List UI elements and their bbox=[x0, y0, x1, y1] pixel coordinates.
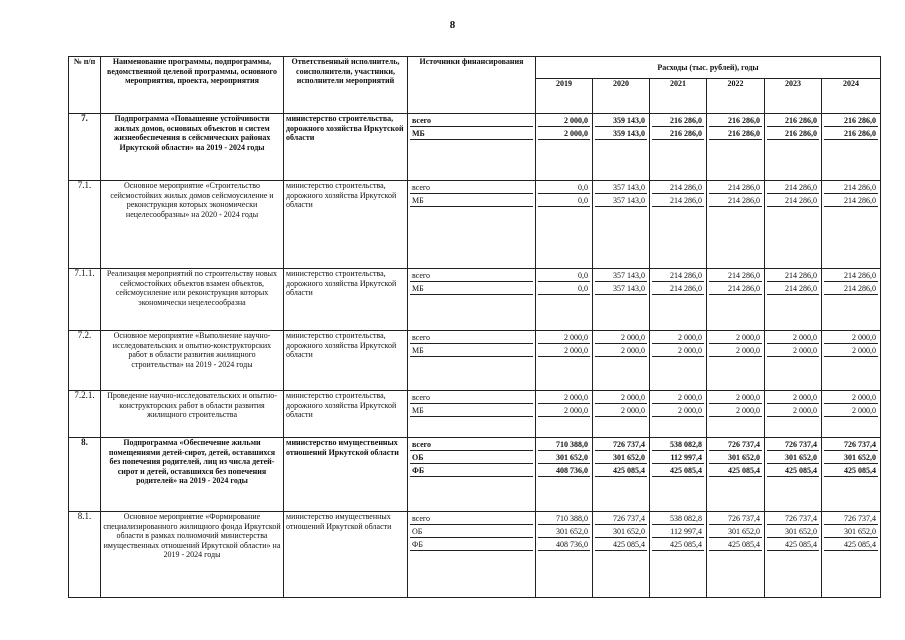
year-values bbox=[536, 114, 593, 181]
source-label: МБ bbox=[410, 127, 533, 140]
year-values bbox=[765, 269, 822, 331]
header-year: 2019 bbox=[536, 79, 593, 114]
budget-table bbox=[68, 56, 881, 598]
value-cell: 359 143,0 bbox=[595, 114, 647, 127]
year-values bbox=[593, 114, 650, 181]
year-values bbox=[650, 331, 707, 391]
table-row bbox=[69, 114, 881, 181]
source-label: всего bbox=[410, 512, 533, 525]
value-cell: 214 286,0 bbox=[652, 269, 704, 282]
value-cell: 214 286,0 bbox=[767, 282, 819, 295]
value-cell: 301 652,0 bbox=[709, 451, 762, 464]
source-label: всего bbox=[410, 331, 533, 344]
value-cell: 2 000,0 bbox=[767, 391, 819, 404]
table-row bbox=[69, 269, 881, 331]
source-label: ОБ bbox=[410, 451, 533, 464]
year-values bbox=[536, 512, 593, 598]
value-cell: 216 286,0 bbox=[652, 114, 704, 127]
year-values bbox=[822, 331, 881, 391]
value-cell: 2 000,0 bbox=[652, 331, 704, 344]
value-cell: 2 000,0 bbox=[652, 391, 704, 404]
header-year: 2023 bbox=[765, 79, 822, 114]
header-year: 2024 bbox=[822, 79, 881, 114]
row-number: 7.1.1. bbox=[69, 269, 101, 331]
year-values bbox=[650, 114, 707, 181]
year-values bbox=[765, 512, 822, 598]
year-values bbox=[536, 331, 593, 391]
page-number: 8 bbox=[449, 19, 456, 31]
row-name: Подпрограмма «Повышение устойчивости жилых домов, основных объектов и систем жизнеобеспечения в сейсмических районах Иркутской области» на 2019 - 2024 годы bbox=[101, 114, 284, 181]
year-values bbox=[707, 438, 765, 512]
value-cell: 425 085,4 bbox=[595, 538, 647, 551]
row-name: Реализация мероприятий по строительству новых сейсмостойких объектов взамен объектов, сейсмоусиление или реконструкция которых экономически нецелесообразна bbox=[101, 269, 284, 331]
year-values bbox=[822, 114, 881, 181]
value-cell: 357 143,0 bbox=[595, 282, 647, 295]
value-cell: 2 000,0 bbox=[595, 391, 647, 404]
value-cell: 2 000,0 bbox=[767, 331, 819, 344]
source-label: всего bbox=[410, 114, 533, 127]
value-cell: 2 000,0 bbox=[824, 391, 878, 404]
header-year: 2022 bbox=[707, 79, 765, 114]
value-cell: 726 737,4 bbox=[595, 438, 647, 451]
value-cell: 408 736,0 bbox=[538, 538, 590, 551]
value-cell: 214 286,0 bbox=[824, 269, 878, 282]
value-cell: 726 737,4 bbox=[824, 438, 878, 451]
row-sources bbox=[408, 331, 536, 391]
value-cell: 2 000,0 bbox=[824, 331, 878, 344]
value-cell: 726 737,4 bbox=[824, 512, 878, 525]
value-cell: 112 997,4 bbox=[652, 525, 704, 538]
year-values bbox=[765, 438, 822, 512]
value-cell: 726 737,4 bbox=[767, 512, 819, 525]
header-executor: Ответственный исполнитель, соисполнители, участники, исполнители мероприятий bbox=[284, 57, 408, 114]
value-cell: 0,0 bbox=[538, 194, 590, 207]
row-executor: министерство строительства, дорожного хозяйства Иркутской области bbox=[284, 331, 408, 391]
value-cell: 726 737,4 bbox=[709, 438, 762, 451]
row-sources bbox=[408, 181, 536, 269]
value-cell: 538 082,8 bbox=[652, 438, 704, 451]
value-cell: 112 997,4 bbox=[652, 451, 704, 464]
header-year: 2020 bbox=[593, 79, 650, 114]
year-values bbox=[593, 269, 650, 331]
value-cell: 216 286,0 bbox=[709, 114, 762, 127]
source-label: МБ bbox=[410, 194, 533, 207]
header-name: Наименование программы, подпрограммы, ведомственной целевой программы, основного мероприятия, проекта, мероприятия bbox=[101, 57, 284, 114]
row-sources bbox=[408, 269, 536, 331]
value-cell: 425 085,4 bbox=[709, 538, 762, 551]
year-values bbox=[536, 391, 593, 438]
year-values bbox=[707, 181, 765, 269]
year-values bbox=[650, 269, 707, 331]
value-cell: 2 000,0 bbox=[538, 331, 590, 344]
row-number: 8.1. bbox=[69, 512, 101, 598]
value-cell: 216 286,0 bbox=[824, 114, 878, 127]
year-values bbox=[765, 114, 822, 181]
value-cell: 216 286,0 bbox=[709, 127, 762, 140]
value-cell: 425 085,4 bbox=[824, 464, 878, 477]
row-number: 8. bbox=[69, 438, 101, 512]
year-values bbox=[593, 512, 650, 598]
value-cell: 2 000,0 bbox=[538, 344, 590, 357]
year-values bbox=[765, 331, 822, 391]
value-cell: 2 000,0 bbox=[709, 331, 762, 344]
value-cell: 2 000,0 bbox=[652, 404, 704, 417]
value-cell: 214 286,0 bbox=[709, 181, 762, 194]
year-values bbox=[536, 181, 593, 269]
source-label: МБ bbox=[410, 282, 533, 295]
row-sources bbox=[408, 438, 536, 512]
source-label: ФБ bbox=[410, 538, 533, 551]
value-cell: 2 000,0 bbox=[709, 404, 762, 417]
row-number: 7.2.1. bbox=[69, 391, 101, 438]
row-name: Подпрограмма «Обеспечение жильми помещениями детей-сирот, детей, оставшихся без попечения родителей, лиц из числа детей-сирот и детей, оставшихся без попечения родителей» на 2019 - 2024 годы bbox=[101, 438, 284, 512]
table-row bbox=[69, 331, 881, 391]
value-cell: 0,0 bbox=[538, 181, 590, 194]
value-cell: 214 286,0 bbox=[709, 194, 762, 207]
value-cell: 0,0 bbox=[538, 282, 590, 295]
table-row bbox=[69, 512, 881, 598]
value-cell: 301 652,0 bbox=[538, 525, 590, 538]
value-cell: 214 286,0 bbox=[767, 269, 819, 282]
year-values bbox=[822, 181, 881, 269]
value-cell: 425 085,4 bbox=[767, 538, 819, 551]
row-executor: министерство строительства, дорожного хозяйства Иркутской области bbox=[284, 391, 408, 438]
value-cell: 301 652,0 bbox=[824, 525, 878, 538]
value-cell: 359 143,0 bbox=[595, 127, 647, 140]
header-num: № п/п bbox=[69, 57, 101, 114]
row-number: 7.1. bbox=[69, 181, 101, 269]
year-values bbox=[822, 512, 881, 598]
value-cell: 2 000,0 bbox=[538, 127, 590, 140]
value-cell: 301 652,0 bbox=[767, 451, 819, 464]
value-cell: 2 000,0 bbox=[824, 404, 878, 417]
year-values bbox=[650, 391, 707, 438]
value-cell: 425 085,4 bbox=[595, 464, 647, 477]
year-values bbox=[765, 391, 822, 438]
value-cell: 216 286,0 bbox=[767, 114, 819, 127]
value-cell: 538 082,8 bbox=[652, 512, 704, 525]
value-cell: 301 652,0 bbox=[595, 451, 647, 464]
value-cell: 214 286,0 bbox=[652, 181, 704, 194]
value-cell: 301 652,0 bbox=[824, 451, 878, 464]
source-label: ФБ bbox=[410, 464, 533, 477]
row-executor: министерство строительства, дорожного хозяйства Иркутской области bbox=[284, 181, 408, 269]
value-cell: 216 286,0 bbox=[767, 127, 819, 140]
value-cell: 214 286,0 bbox=[767, 194, 819, 207]
value-cell: 214 286,0 bbox=[709, 282, 762, 295]
row-sources bbox=[408, 512, 536, 598]
year-values bbox=[536, 269, 593, 331]
table-row bbox=[69, 391, 881, 438]
value-cell: 726 737,4 bbox=[709, 512, 762, 525]
value-cell: 357 143,0 bbox=[595, 194, 647, 207]
value-cell: 2 000,0 bbox=[595, 344, 647, 357]
year-values bbox=[536, 438, 593, 512]
value-cell: 357 143,0 bbox=[595, 181, 647, 194]
row-sources bbox=[408, 114, 536, 181]
value-cell: 2 000,0 bbox=[709, 344, 762, 357]
value-cell: 0,0 bbox=[538, 269, 590, 282]
header-expenses: Расходы (тыс. рублей), годы bbox=[536, 57, 881, 79]
value-cell: 2 000,0 bbox=[824, 344, 878, 357]
source-label: МБ bbox=[410, 404, 533, 417]
header-source: Источники финансирования bbox=[408, 57, 536, 114]
header-year: 2021 bbox=[650, 79, 707, 114]
value-cell: 2 000,0 bbox=[652, 344, 704, 357]
value-cell: 425 085,4 bbox=[652, 538, 704, 551]
year-values bbox=[707, 269, 765, 331]
value-cell: 214 286,0 bbox=[824, 282, 878, 295]
row-executor: министерство строительства, дорожного хозяйства Иркутской области bbox=[284, 114, 408, 181]
value-cell: 2 000,0 bbox=[595, 404, 647, 417]
value-cell: 425 085,4 bbox=[767, 464, 819, 477]
row-executor: министерство имущественных отношений Иркутской области bbox=[284, 512, 408, 598]
year-values bbox=[822, 391, 881, 438]
year-values bbox=[650, 438, 707, 512]
row-number: 7. bbox=[69, 114, 101, 181]
row-number: 7.2. bbox=[69, 331, 101, 391]
value-cell: 710 388,0 bbox=[538, 512, 590, 525]
value-cell: 2 000,0 bbox=[595, 331, 647, 344]
row-name: Основное мероприятие «Строительство сейсмостойких жилых домов сейсмоусиление и реконструкция которых экономически нецелесообразны» на 2020 - 2024 годы bbox=[101, 181, 284, 269]
year-values bbox=[822, 438, 881, 512]
source-label: всего bbox=[410, 391, 533, 404]
table-row bbox=[69, 181, 881, 269]
value-cell: 214 286,0 bbox=[709, 269, 762, 282]
year-values bbox=[707, 114, 765, 181]
value-cell: 425 085,4 bbox=[652, 464, 704, 477]
source-label: всего bbox=[410, 269, 533, 282]
year-values bbox=[650, 512, 707, 598]
source-label: всего bbox=[410, 438, 533, 451]
value-cell: 357 143,0 bbox=[595, 269, 647, 282]
year-values bbox=[650, 181, 707, 269]
row-name: Основное мероприятие «Выполнение научно-исследовательских и опытно-конструкторских работ в области развития жилищного строительства» на 2019 - 2024 годы bbox=[101, 331, 284, 391]
value-cell: 214 286,0 bbox=[652, 282, 704, 295]
value-cell: 425 085,4 bbox=[709, 464, 762, 477]
value-cell: 726 737,4 bbox=[767, 438, 819, 451]
value-cell: 301 652,0 bbox=[538, 451, 590, 464]
year-values bbox=[593, 331, 650, 391]
value-cell: 216 286,0 bbox=[652, 127, 704, 140]
value-cell: 425 085,4 bbox=[824, 538, 878, 551]
value-cell: 216 286,0 bbox=[824, 127, 878, 140]
value-cell: 214 286,0 bbox=[767, 181, 819, 194]
row-executor: министерство строительства, дорожного хозяйства Иркутской области bbox=[284, 269, 408, 331]
value-cell: 214 286,0 bbox=[652, 194, 704, 207]
value-cell: 214 286,0 bbox=[824, 181, 878, 194]
year-values bbox=[707, 512, 765, 598]
year-values bbox=[593, 438, 650, 512]
source-label: всего bbox=[410, 181, 533, 194]
value-cell: 2 000,0 bbox=[538, 114, 590, 127]
value-cell: 2 000,0 bbox=[538, 404, 590, 417]
value-cell: 301 652,0 bbox=[595, 525, 647, 538]
value-cell: 2 000,0 bbox=[767, 344, 819, 357]
row-name: Проведение научно-исследовательских и опытно-конструкторских работ в области развития жилищного строительства bbox=[101, 391, 284, 438]
row-executor: министерство имущественных отношений Иркутской области bbox=[284, 438, 408, 512]
year-values bbox=[707, 391, 765, 438]
source-label: МБ bbox=[410, 344, 533, 357]
year-values bbox=[593, 181, 650, 269]
value-cell: 726 737,4 bbox=[595, 512, 647, 525]
value-cell: 710 388,0 bbox=[538, 438, 590, 451]
year-values bbox=[765, 181, 822, 269]
row-sources bbox=[408, 391, 536, 438]
year-values bbox=[707, 331, 765, 391]
value-cell: 2 000,0 bbox=[538, 391, 590, 404]
value-cell: 301 652,0 bbox=[709, 525, 762, 538]
year-values bbox=[822, 269, 881, 331]
value-cell: 408 736,0 bbox=[538, 464, 590, 477]
year-values bbox=[593, 391, 650, 438]
value-cell: 214 286,0 bbox=[824, 194, 878, 207]
value-cell: 301 652,0 bbox=[767, 525, 819, 538]
value-cell: 2 000,0 bbox=[767, 404, 819, 417]
source-label: ОБ bbox=[410, 525, 533, 538]
value-cell: 2 000,0 bbox=[709, 391, 762, 404]
row-name: Основное мероприятие «Формирование специализированного жилищного фонда Иркутской области в рамках полномочий министерства имущественных отношений Иркутской области» на 2019 - 2024 годы bbox=[101, 512, 284, 598]
table-row bbox=[69, 438, 881, 512]
